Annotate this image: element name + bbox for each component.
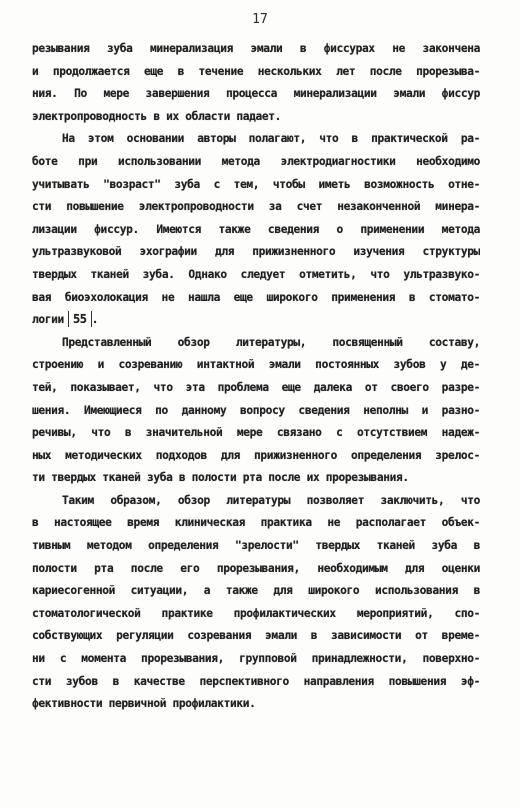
text-line: собствующих регуляции созревания эмали в зависимости от време- [32,629,480,643]
text-line: речивы, что в значительной мере связано с отсутствием надеж- [32,426,480,440]
text-line: электропроводность в их области падает. [32,109,282,123]
text-line: ния. По мере завершения процесса минерализации эмали фиссур [32,87,480,101]
text-line: строению и созреванию интактной эмали постоянных зубов у де- [32,358,480,372]
text-line: ни с момента прорезывания, групповой принадлежности, поверхно- [32,652,480,666]
text-line: кариесогенной ситуации, а также для широкого использования в [32,584,480,598]
text-line: твердых тканей зуба. Однако следует отметить, что ультразвуко- [32,267,480,281]
text-line: тивным методом определения "зрелости" твердых тканей зуба в [32,539,480,553]
text-line: и продолжается еще в течение нескольких лет после прорезыва- [32,64,480,78]
text-line: резывания зуба минерализация эмали в фиссурах не закончена [32,42,480,55]
text-line: учитывать "возраст" зуба с тем, чтобы иметь возможность отне- [32,177,480,191]
text-line: полости рта после его прорезывания, необходимым для оценки [32,561,480,575]
text-line: ти твердых тканей зуба в полости рта после их прорезывания. [32,471,409,485]
text-fragment: логии [32,313,64,327]
text-line: Таким образом, обзор литературы позволяет заключить, что [62,493,480,507]
text-line-with-reference: логии 55 . [32,312,99,327]
text-line: Представленный обзор литературы, посвященный составу, [62,335,480,349]
text-line: вая биоэхолокация не нашла еще широкого применения в стомато- [32,290,480,304]
body-text [32,38,480,716]
text-line: фективности первичной профилактики. [32,697,256,711]
text-line: шения. Имеющиеся по данному вопросу сведения неполны и разно- [32,403,480,417]
text-line: тей, показывает, что эта проблема еще далека от своего разре- [32,380,480,394]
text-line: На этом основании авторы полагают, что в практической ра- [62,132,480,146]
text-line: боте при использовании метода электродиагностики необходимо [32,154,480,168]
text-line: лизации фиссур. Имеются также сведения о применении метода [32,222,480,236]
bibliography-reference: 55 [68,311,92,327]
text-line: сти зубов в качестве перспективного направления повышения эф- [32,674,480,688]
text-line: ультразвуковой эхографии для прижизненного изучения структуры [32,245,480,259]
text-line: сти повышение электропроводности за счет незаконченной минера- [32,200,480,214]
text-line: ных методических подходов для прижизненного определения зрелос- [32,448,480,462]
text-line: стоматологической практике профилактических мероприятий, спо- [32,606,480,620]
page-number: 17 [252,12,268,27]
text-line: в настоящее время клиническая практика не располагает объек- [32,516,480,530]
